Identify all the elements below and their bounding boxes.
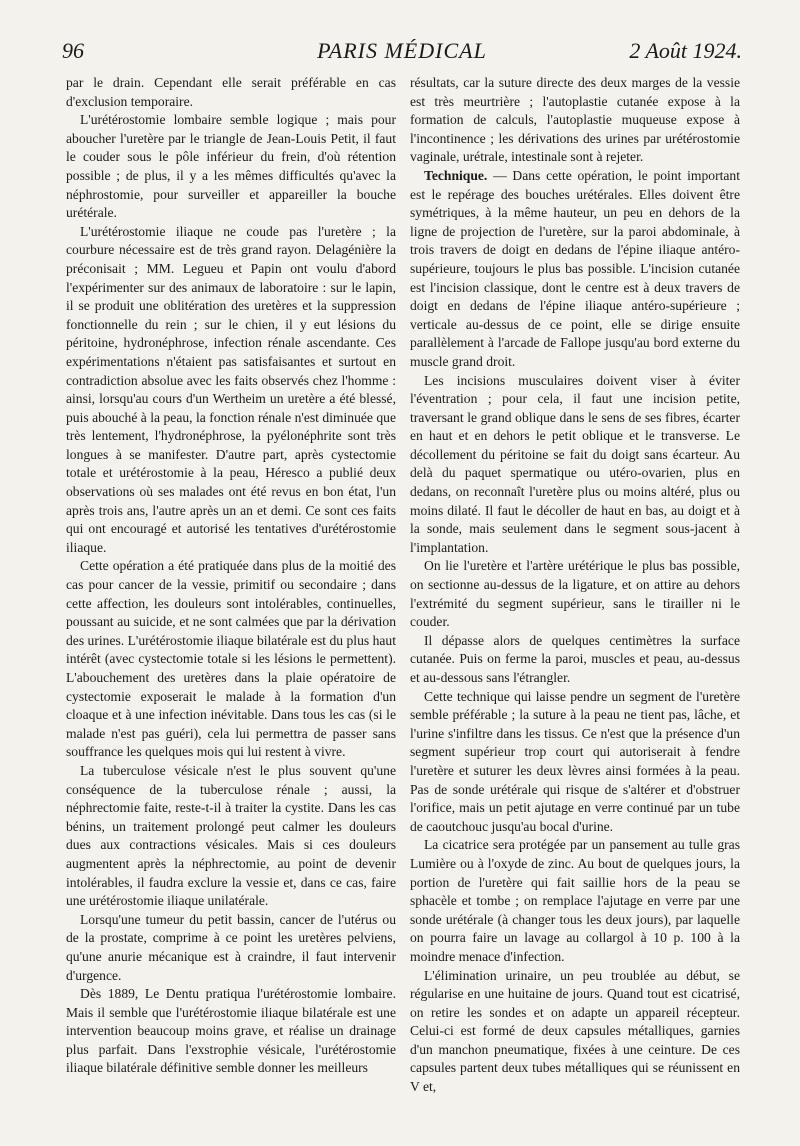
paragraph: Cette opération a été pratiquée dans plus de la moitié des cas pour cancer de la vessie, primitif ou secondaire ; dans cette affection, les douleurs sont intolérables, continuelles, poussant au suicide, et ne sont calmées que par la dérivation des urines. L'urétérostomie iliaque bilatérale est du plus haut intérêt (avec cystectomie totale si les lésions le permettent). L'abouchement des uretères dans la plaie opératoire de cystectomie exposerait le malade à la formation d'un cloaque et à une infection inévitable. Dans tous les cas (si le malade n'est pas guéri), cela lui permettra de passer sans souffrance les quelques mois qui lui restent à vivre.: [66, 558, 396, 760]
paragraph: La cicatrice sera protégée par un pansement au tulle gras Lumière ou à l'oxyde de zinc. Au bout de quelques jours, la portion de l'uretère qui fait saillie hors de la peau se sphacèle et tombe ; on remplace l'ajutage en verre par une sonde urétérale (à changer tous les deux jours), par laquelle on pourra faire un lavage au collargol à 10 p. 100 à la moindre menace d'infection.: [410, 837, 740, 964]
issue-date: 2 Août 1924.: [629, 38, 742, 63]
left-column: [66, 74, 396, 1114]
paragraph: Lorsqu'une tumeur du petit bassin, cancer de l'utérus ou de la prostate, comprime à ce point les uretères pelviens, qu'une anurie mécanique est à craindre, il faut intervenir d'urgence.: [66, 911, 396, 983]
paragraph: On lie l'uretère et l'artère urétérique le plus bas possible, on sectionne au-dessus de la ligature, et on attire au dehors l'extrémité du segment supérieur, sans le tirailler ni le couder.: [410, 558, 740, 630]
journal-title: PARIS MÉDICAL: [317, 38, 487, 63]
paragraph: La tuberculose vésicale n'est le plus souvent qu'une conséquence de la tuberculose rénale ; aussi, la néphrectomie faite, reste-t-il à traiter la cystite. Dans les cas bénins, un traitement prolongé peut calmer les douleurs dues aux contractions vésicales. Mais si ces douleurs augmentent après la néphrectomie, au point de devenir intolérables, il faudra exclure la vessie et, dans ce cas, faire une urétérostomie iliaque unilatérale.: [66, 762, 396, 909]
paragraph: L'élimination urinaire, un peu troublée au début, se régularise en une huitaine de jours. Quand tout est cicatrisé, on retire les sondes et on adapte un appareil récepteur. Celui-ci est formé de deux capsules métalliques, garnies d'un manchon pneumatique, fixées à une ceinture. De ces capsules partent deux tubes métalliques qui se réunissent en V et,: [410, 967, 740, 1095]
paragraph: Il dépasse alors de quelques centimètres la surface cutanée. Puis on ferme la paroi, muscles et peau, au-dessus et au-dessous sans l'étrangler.: [410, 632, 740, 685]
paragraph: Dès 1889, Le Dentu pratiqua l'urétérostomie lombaire. Mais il semble que l'urétérostomie iliaque bilatérale est une intervention beaucoup moins grave, et réalise un drainage plus parfait. Dans l'exstrophie vésicale, l'urétérostomie iliaque bilatérale définitive semble donner les meilleurs: [66, 986, 396, 1076]
paragraph: L'urétérostomie lombaire semble logique ; mais pour aboucher l'uretère par le triangle de Jean-Louis Petit, il faut le couder sous le pôle inférieur du frein, d'où rétention possible ; de plus, il y a les mêmes difficultés qu'avec la néphrostomie, pour surveiller et appareiller la bouche urétérale.: [66, 112, 396, 221]
paragraph: résultats, car la suture directe des deux marges de la vessie est très meurtrière ; l'autoplastie cutanée expose à la formation de calculs, l'autoplastie muqueuse expose à l'incontinence ; les dérivations des urines par urétérostomie vaginale, urétrale, intestinale sont à rejeter.: [410, 75, 740, 165]
right-column: [410, 74, 740, 1114]
page-header: [62, 38, 742, 68]
paragraph: par le drain. Cependant elle serait préférable en cas d'exclusion temporaire.: [66, 75, 396, 109]
page-number: 96: [62, 38, 84, 63]
paragraph: Les incisions musculaires doivent viser à éviter l'éventration ; pour cela, il faut une incision petite, traversant le grand oblique dans le sens de ses fibres, écarter en haut et en dehors le petit oblique et le transverse. Le décollement du péritoine se fait du doigt sans écarteur. Au delà du paquet spermatique ou utéro-ovarien, plus en dedans, on reconnaît l'uretère plus ou moins altéré, plus ou moins dilaté. Il faut le décoller de haut en bas, au doigt et à la sonde, mais seulement dans le segment sous-jacent à l'implantation.: [410, 372, 740, 555]
paragraph-text: — Dans cette opération, le point important est le repérage des bouches urétérales. Elles doivent être symétriques, à la même hauteur, un peu en dehors de la ligne de projection de l'uretère, sur la paroi abdominale, à trois travers de doigt en dedans de l'épine iliaque antéro-supérieure, toujours le plus bas possible. L'incision cutanée est l'incision classique, dont le centre est à deux travers de doigt en dedans de l'épine iliaque antéro-supérieure ; verticale au-dessus de ce point, elle se dirige ensuite parallèlement à l'arcade de Fallope jusqu'au bord externe du muscle grand droit.: [410, 167, 740, 369]
paragraph: Cette technique qui laisse pendre un segment de l'uretère semble préférable ; la suture à la peau ne tient pas, lâche, et l'urine s'infiltre dans les tissus. Ce n'est que la présence d'un segment supérieur trop court qui autoriserait à fendre l'uretère et suturer les deux lèvres ainsi formées à la peau. Pas de sonde urétérale qui risque de s'altérer et d'obstruer l'orifice, mais un petit ajutage en verre continué par un tube de caoutchouc jusqu'au bocal d'urine.: [410, 688, 740, 834]
paragraph-technique: [410, 167, 740, 372]
technique-heading: Technique.: [424, 167, 488, 183]
paragraph: L'urétérostomie iliaque ne coude pas l'uretère ; la courbure nécessaire est de très grand rayon. Delagénière la préconisait ; MM. Legueu et Papin ont voulu d'abord l'expérimenter sur des animaux de laboratoire : sur le lapin, il se produit une oblitération des uretères et la suppression fonctionnelle du rein ; sur le chien, il y eut lésions du péritoine, hydronéphrose, infection rénale ascendante. Ces expérimentations n'étaient pas satisfaisantes et surtout en contradiction absolue avec les faits observés chez l'homme : ainsi, lorsqu'au cours d'un Wertheim un uretère a été blessé, puis abouché à la peau, la fonction rénale n'est diminuée que très lentement, l'hydronéphrose, la pyélonéphrite sont très longues à se manifester. D'autre part, après cystectomie totale et urétérostomie à la peau, Héresco a publié deux observations où ses malades ont été revus en bon état, l'un après trois ans, l'autre après un an et demi. Ce sont ces faits qui ont encouragé et autorisé les tentatives d'urétérostomie iliaque.: [66, 223, 396, 555]
